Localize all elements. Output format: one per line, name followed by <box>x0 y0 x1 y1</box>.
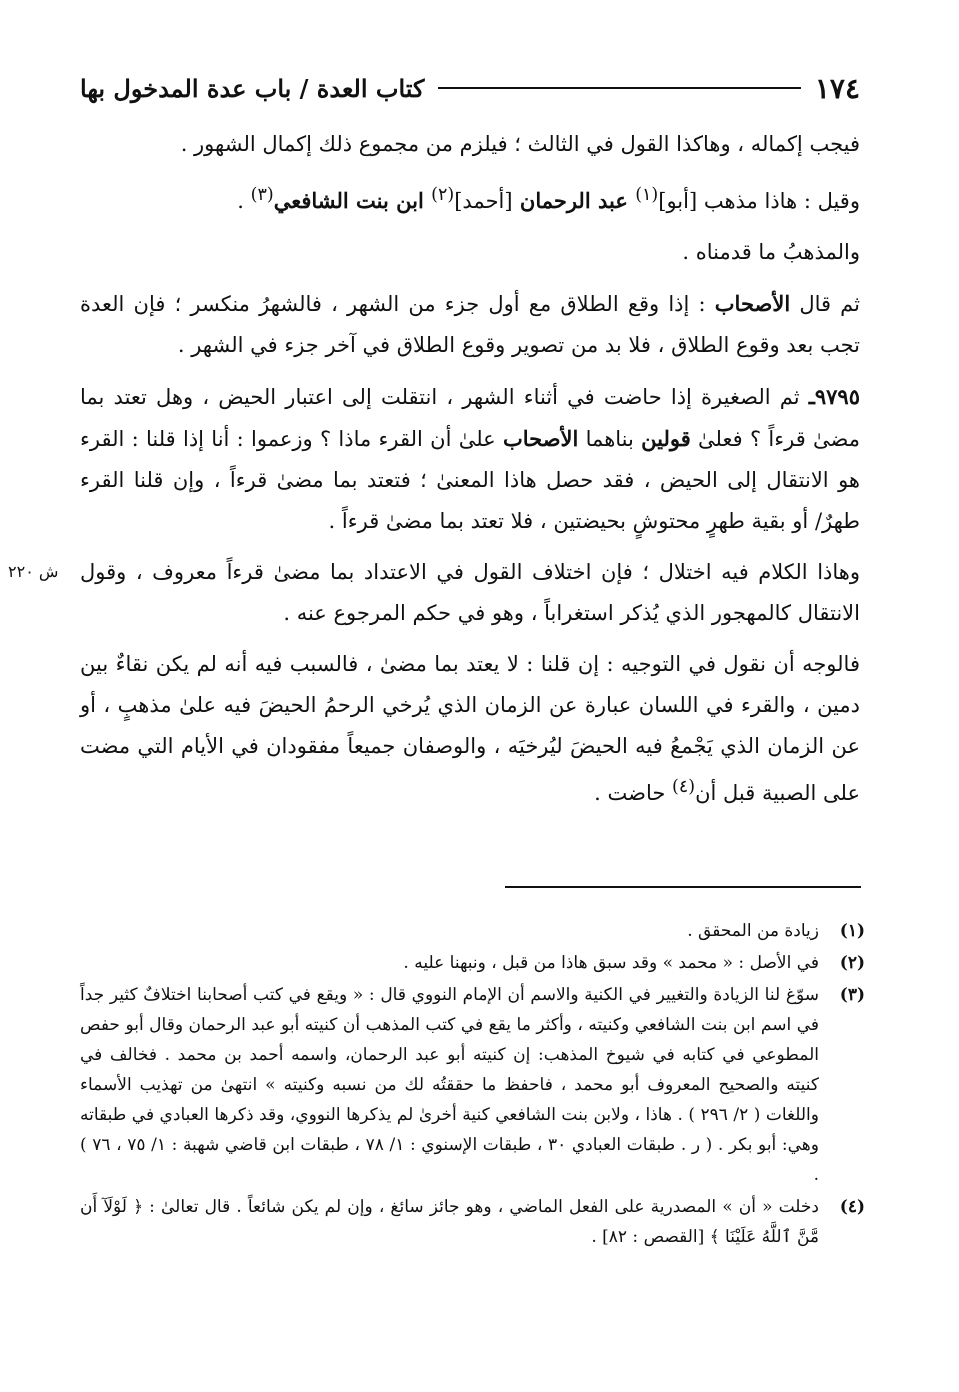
footnote-ref: (٤) <box>672 777 696 797</box>
paragraph-7: فالوجه أن نقول في التوجيه : إن قلنا : لا يعتد بما مضىٰ ، فالسبب فيه أنه لم يكن نقاءٌ بين دمين ، والقرء في اللسان عبارة عن الزمان الذي يُرخي الرحمُ الحيضَ فيه علىٰ مذهبٍ ، أو عن الزمان الذي يَجْمعُ فيه الحيضَ ليُرخيَه ، والوصفان جميعاً مفقودان في الأيام التي مضت على الصبية قبل أن$^{(٤)}$ حاضت . <box>80 652 860 805</box>
footnote-ref: (٢) <box>431 185 455 205</box>
paragraph-2: وقيل : هاذا مذهب [أبو]$^{(١)}$ عبد الرحمان [أحمد]$^{(٢)}$ ابن بنت الشافعي$^{(٣)}$ . <box>237 185 860 213</box>
footnote-text: زيادة من المحقق . <box>687 921 819 941</box>
footnote-separator <box>505 886 861 888</box>
running-title: كتاب العدة / باب عدة المدخول بها <box>80 73 425 103</box>
page-number: ١٧٤ <box>814 71 860 105</box>
footnote-number: (١) <box>839 921 865 941</box>
footnote-number: (٣) <box>839 985 865 1005</box>
footnote-text: دخلت « أن » المصدرية على الفعل الماضي ، وهو جائز سائغ ، وإن لم يكن شائعاً . قال تعالىٰ : ﴿ لَوْلَآ أَن مَّنَّ ٱللَّهُ عَلَيْنَا ﴾ [القصص : ٨٢] . <box>80 1197 819 1247</box>
footnote <box>80 948 865 978</box>
footnote-number: (٤) <box>839 1197 865 1217</box>
paragraph-5: ٩٧٩٥ـ ثم الصغيرة إذا حاضت في أثناء الشهر ، انتقلت إلى اعتبار الحيض ، وهل تعتد بما مضىٰ قرءاً ؟ فعلىٰ قولين بناهما الأصحاب علىٰ أن القرء ماذا ؟ وزعموا : أنا إذا قلنا : القرء هو الانتقال إلى الحيض ، فقد حصل هاذا المعنىٰ ؛ فتعتد بما مضىٰ قرءاً ، وإن قلنا القرء طهرٌ/ أو بقية طهرٍ محتوشٍ بحيضتين ، فلا تعتد بما مضىٰ قرءاً . <box>80 384 860 533</box>
footnote <box>80 1192 865 1252</box>
main-text <box>80 124 860 824</box>
footnote-number: (٢) <box>839 953 865 973</box>
footnotes <box>80 916 865 1254</box>
footnote-ref: (٣) <box>250 185 274 205</box>
footnote-text: في الأصل : « محمد » وقد سبق هاذا من قبل ، ونبهنا عليه . <box>403 953 819 973</box>
paragraph-3: والمذهبُ ما قدمناه . <box>682 240 860 264</box>
footnote <box>80 980 865 1190</box>
paragraph-4: ثم قال الأصحاب : إذا وقع الطلاق مع أول جزء من الشهر ، فالشهرُ منكسر ؛ فإن العدة تجب بعد وقوع الطلاق ، فلا بد من تصوير وقوع الطلاق في آخر جزء في الشهر . <box>80 291 860 357</box>
footnote <box>80 916 865 946</box>
paragraph-6: وهاذا الكلام فيه اختلال ؛ فإن اختلاف القول في الاعتداد بما مضىٰ قرءاً معروف ، وقول الانتقال كالمهجور الذي يُذكر استغراباً ، وهو في حكم المرجوع عنه . <box>80 560 860 625</box>
header-rule <box>438 87 800 89</box>
margin-note: ش ٢٢٠ <box>8 562 59 581</box>
paragraph-1: فيجب إكماله ، وهاكذا القول في الثالث ؛ فيلزم من مجموع ذلك إكمال الشهور . <box>180 132 860 156</box>
page-header <box>80 68 860 108</box>
paragraph-number: ٩٧٩٥ـ <box>808 384 860 409</box>
footnote-text: سوّغ لنا الزيادة والتغيير في الكنية والاسم أن الإمام النووي قال : « ويقع في كتب أصحابنا اختلافٌ كثير جداً في اسم ابن بنت الشافعي وكنيته ، وأكثر ما يقع في كتب المذهب أن كنيته أبو عبد الرحمان وقال أبو حفص المطوعي في كتابه في شيوخ المذهب: إن كنيته أبو عبد الرحمان، واسمه أحمد بن محمد . فخالف في كنيته والصحيح المعروف أبو محمد ، فاحفظ ما حققتُه لك من نسبه وكنيته » انتهىٰ من تهذيب الأسماء واللغات ( ٢/ ٢٩٦ ) . هاذا ، ولابن بنت الشافعي كنية أخرىٰ لم يذكرها النووي، وقد ذكرها العبادي في طبقاته وهي: أبو بكر . ( ر . طبقات العبادي ٣٠ ، طبقات الإسنوي : ١/ ٧٨ ، طبقات ابن قاضي شهبة : ١/ ٧٥ ، ٧٦ ) . <box>80 985 819 1185</box>
footnote-ref: (١) <box>635 185 659 205</box>
